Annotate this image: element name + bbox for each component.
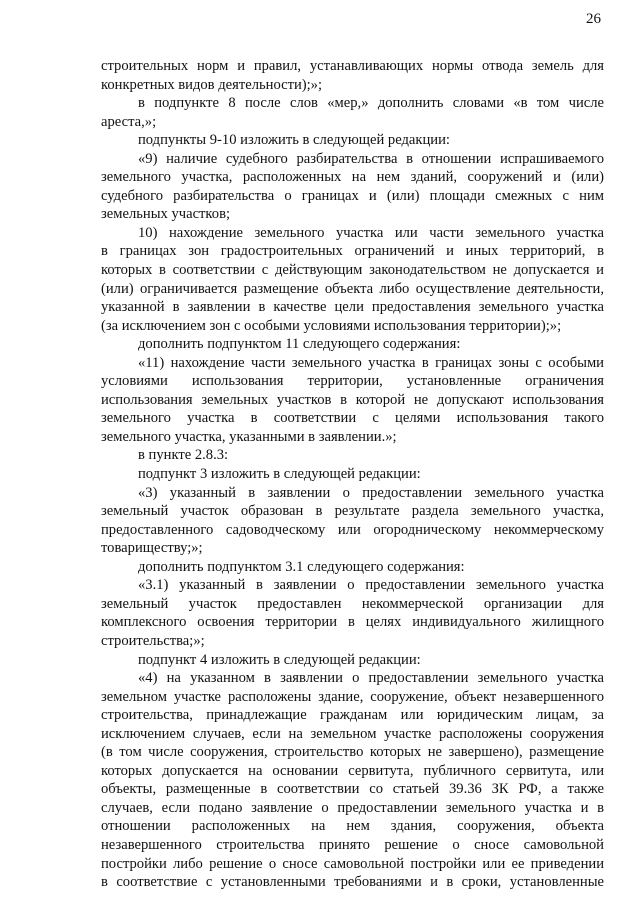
text-line: 10) нахождение земельного участка или части земельного участка <box>138 224 604 241</box>
text-line: постройки либо решение о сносе самовольной постройки или ее приведении <box>101 855 604 872</box>
text-line: которых допускается на основании сервитута, публичного сервитута, или <box>101 762 604 779</box>
text-line: подпункт 3 изложить в следующей редакции: <box>138 466 421 483</box>
text-line: предоставленного садоводческому или огородническому некоммерческому <box>101 521 604 538</box>
text-line: земельный участок образован в результате раздела земельного участка, <box>101 503 604 520</box>
text-line: ареста,»; <box>101 113 157 130</box>
text-line: в границах зон градостроительных ограничений и иных территорий, в <box>101 243 604 260</box>
text-line: в подпункте 8 после слов «мер,» дополнить словами «в том числе <box>138 95 604 112</box>
text-line: «3) указанный в заявлении о предоставлении земельного участка <box>138 484 604 501</box>
text-line: земельного участка, указанными в заявлении.»; <box>101 428 397 445</box>
text-line: исключением случаев, если на земельном участке расположены сооружения <box>101 725 604 742</box>
text-line: земельных участков; <box>101 206 231 223</box>
text-line: земельном участке расположены здание, сооружение, объект незавершенного <box>101 688 604 705</box>
text-line: «4) на указанном в заявлении о предоставлении земельного участка <box>138 670 604 687</box>
text-line: «11) нахождение части земельного участка в границах зоны с особыми <box>138 354 604 371</box>
text-line: незавершенного строительства принято решение о сносе самовольной <box>101 836 604 853</box>
text-line: дополнить подпунктом 3.1 следующего содержания: <box>138 558 465 575</box>
text-line: строительства;»; <box>101 632 205 649</box>
text-line: (в том числе сооружения, строительство которых не завершено), размещение <box>101 744 604 761</box>
text-line: земельного участка в соответствии с целями использования такого <box>101 410 604 427</box>
text-line: (за исключением зон с особыми условиями использования территории);»; <box>101 317 562 334</box>
text-line: в соответствие с установленными требованиями и в сроки, установленные <box>101 874 604 891</box>
text-line: подпункты 9-10 изложить в следующей редакции: <box>138 132 450 149</box>
text-line: «3.1) указанный в заявлении о предоставлении земельного участка <box>138 577 604 594</box>
text-line: «9) наличие судебного разбирательства в отношении испрашиваемого <box>138 150 604 167</box>
text-line: судебного разбирательства о границах и (или) площади смежных с ним <box>101 187 604 204</box>
text-line: строительных норм и правил, устанавливающих нормы отвода земель для <box>101 58 604 74</box>
text-line: условиями использования территории, установленные ограничения <box>101 373 604 390</box>
text-line: объекты, размещенные в соответствии со статьей 39.36 ЗК РФ, а также <box>101 781 604 798</box>
text-line: дополнить подпунктом 11 следующего содержания: <box>138 336 461 353</box>
text-line: которых в соответствии с действующим законодательством не допускается и <box>101 262 604 279</box>
text-line: строительства, принадлежащие гражданам или юридическим лицам, за <box>101 707 604 724</box>
document-body <box>101 57 604 892</box>
text-line: конкретных видов деятельности);»; <box>101 76 323 93</box>
text-line: (или) ограничивается размещение объекта либо осуществление деятельности, <box>101 280 604 297</box>
text-line: отношении расположенных на нем здания, сооружения, объекта <box>101 818 604 835</box>
text-line: в пункте 2.8.3: <box>138 447 229 464</box>
text-line: земельный участок предоставлен некоммерческой организации для <box>101 595 604 612</box>
text-line: земельного участка, расположенных на нем зданий, сооружений и (или) <box>101 169 604 186</box>
text-line: подпункт 4 изложить в следующей редакции: <box>138 651 421 668</box>
page-number: 26 <box>586 11 601 27</box>
text-line: указанной в заявлении в качестве цели предоставления земельного участка <box>101 299 604 316</box>
text-line: случаев, если подано заявление о предоставлении земельного участка и в <box>101 799 604 816</box>
text-line: использования земельных участков в которой не допускают использования <box>101 391 604 408</box>
text-line: комплексного освоения территории в целях индивидуального жилищного <box>101 614 604 631</box>
text-line: товариществу;»; <box>101 540 203 557</box>
